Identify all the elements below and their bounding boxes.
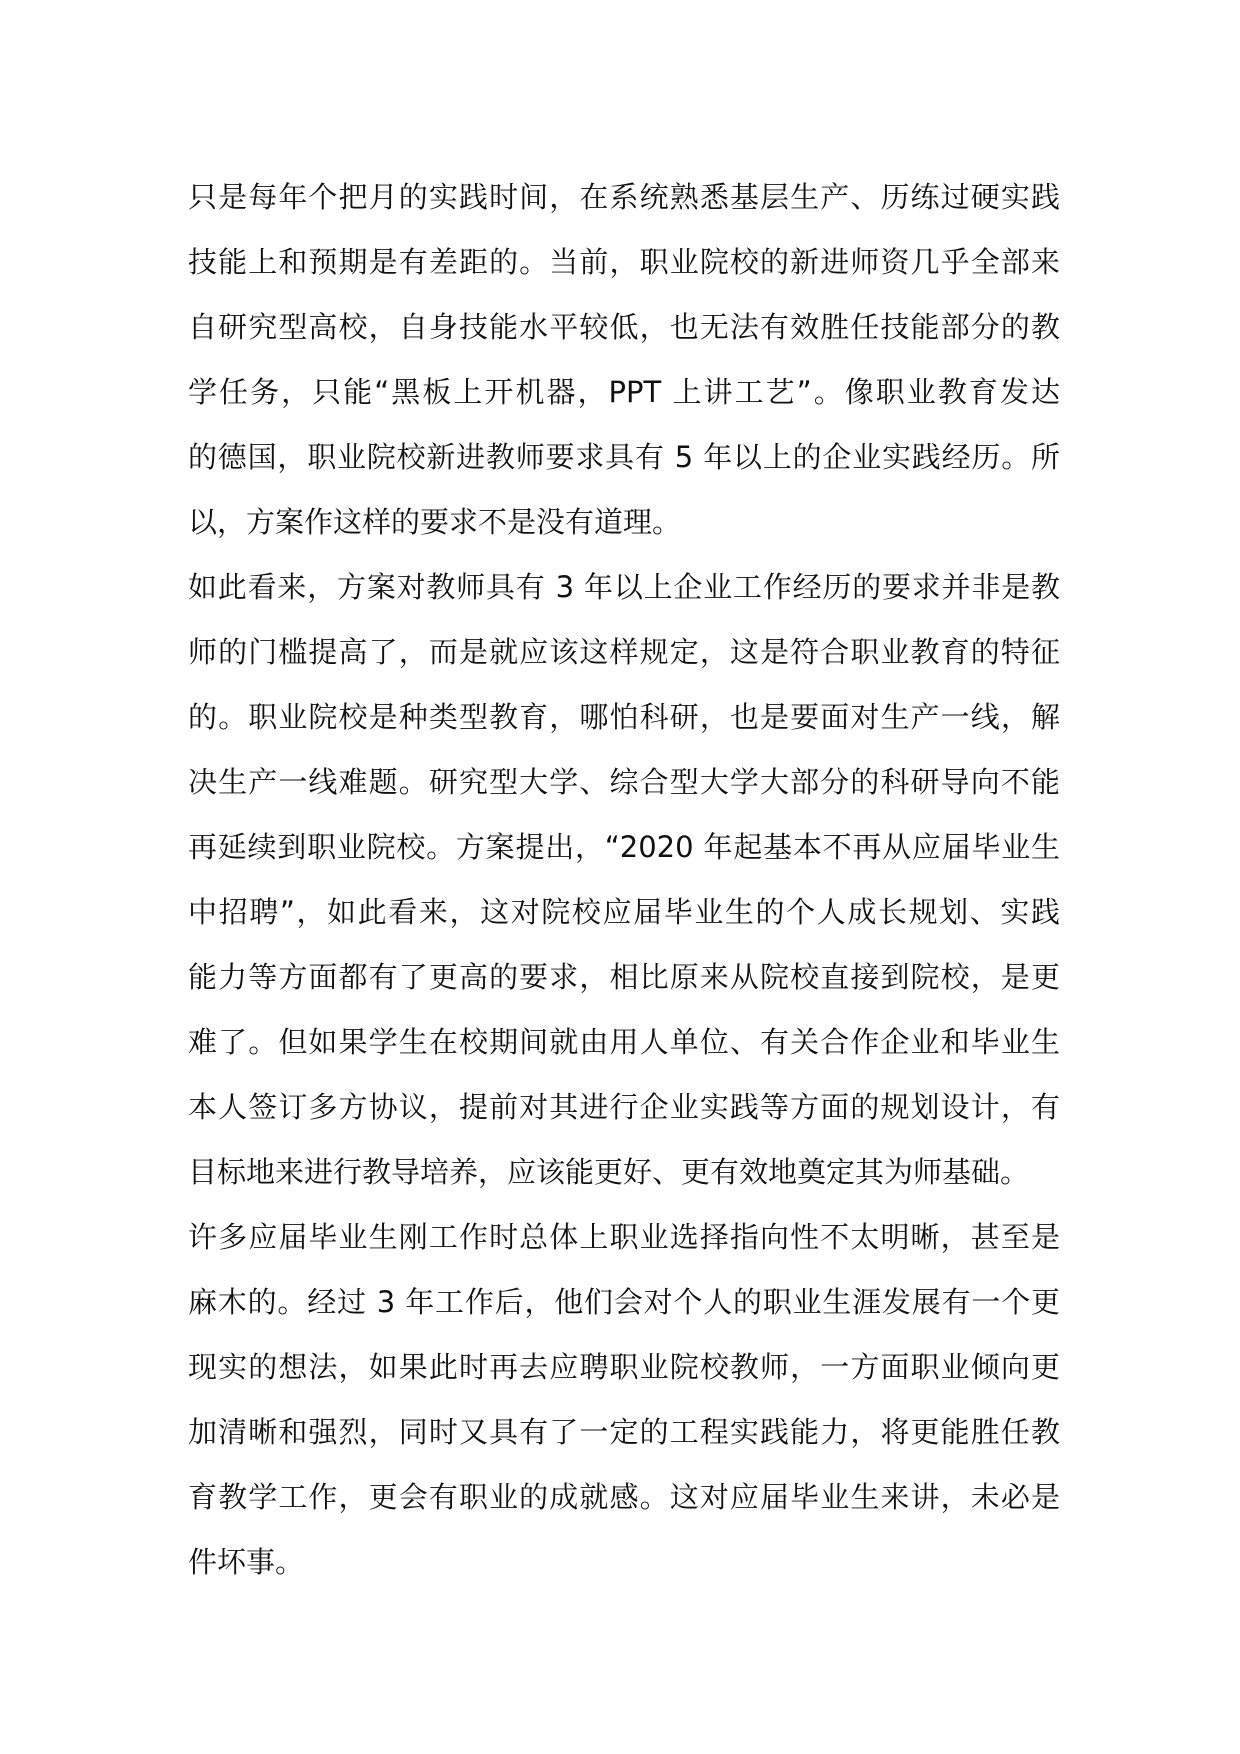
- paragraph-1: [188, 165, 1060, 555]
- text-line: 难了。但如果学生在校期间就由用人单位、有关合作企业和毕业生: [188, 1025, 1060, 1059]
- text-line: 只是每年个把月的实践时间，在系统熟悉基层生产、历练过硬实践: [188, 180, 1060, 214]
- text-line: 再延续到职业院校。方案提出，“2020 年起基本不再从应届毕业生: [188, 830, 1060, 864]
- text-line: 加清晰和强烈，同时又具有了一定的工程实践能力，将更能胜任教: [188, 1415, 1060, 1449]
- paragraph-3: [188, 1205, 1060, 1595]
- text-line: 师的门槛提高了，而是就应该这样规定，这是符合职业教育的特征: [188, 635, 1060, 669]
- text-line: 本人签订多方协议，提前对其进行企业实践等方面的规划设计，有: [188, 1090, 1060, 1124]
- text-line: 的德国，职业院校新进教师要求具有 5 年以上的企业实践经历。所: [188, 440, 1060, 474]
- text-line: 自研究型高校，自身技能水平较低，也无法有效胜任技能部分的教: [188, 310, 1060, 344]
- text-line: 学任务，只能“黑板上开机器，PPT 上讲工艺”。像职业教育发达: [188, 375, 1060, 409]
- text-line: 现实的想法，如果此时再去应聘职业院校教师，一方面职业倾向更: [188, 1350, 1060, 1384]
- paragraph-2: [188, 555, 1060, 1205]
- text-line: 麻木的。经过 3 年工作后，他们会对个人的职业生涯发展有一个更: [188, 1285, 1060, 1319]
- text-line: 件坏事。: [188, 1545, 305, 1579]
- text-line: 目标地来进行教导培养，应该能更好、更有效地奠定其为师基础。: [188, 1155, 1030, 1189]
- body-text: [188, 165, 1060, 1595]
- text-line: 以，方案作这样的要求不是没有道理。: [188, 505, 682, 539]
- text-line: 许多应届毕业生刚工作时总体上职业选择指向性不太明晰，甚至是: [188, 1220, 1060, 1254]
- text-line: 育教学工作，更会有职业的成就感。这对应届毕业生来讲，未必是: [188, 1480, 1060, 1514]
- text-line: 决生产一线难题。研究型大学、综合型大学大部分的科研导向不能: [188, 765, 1060, 799]
- text-line: 如此看来，方案对教师具有 3 年以上企业工作经历的要求并非是教: [188, 570, 1060, 604]
- text-line: 中招聘”，如此看来，这对院校应届毕业生的个人成长规划、实践: [188, 895, 1060, 929]
- text-line: 技能上和预期是有差距的。当前，职业院校的新进师资几乎全部来: [188, 245, 1060, 279]
- text-line: 的。职业院校是种类型教育，哪怕科研，也是要面对生产一线，解: [188, 700, 1060, 734]
- text-line: 能力等方面都有了更高的要求，相比原来从院校直接到院校，是更: [188, 960, 1060, 994]
